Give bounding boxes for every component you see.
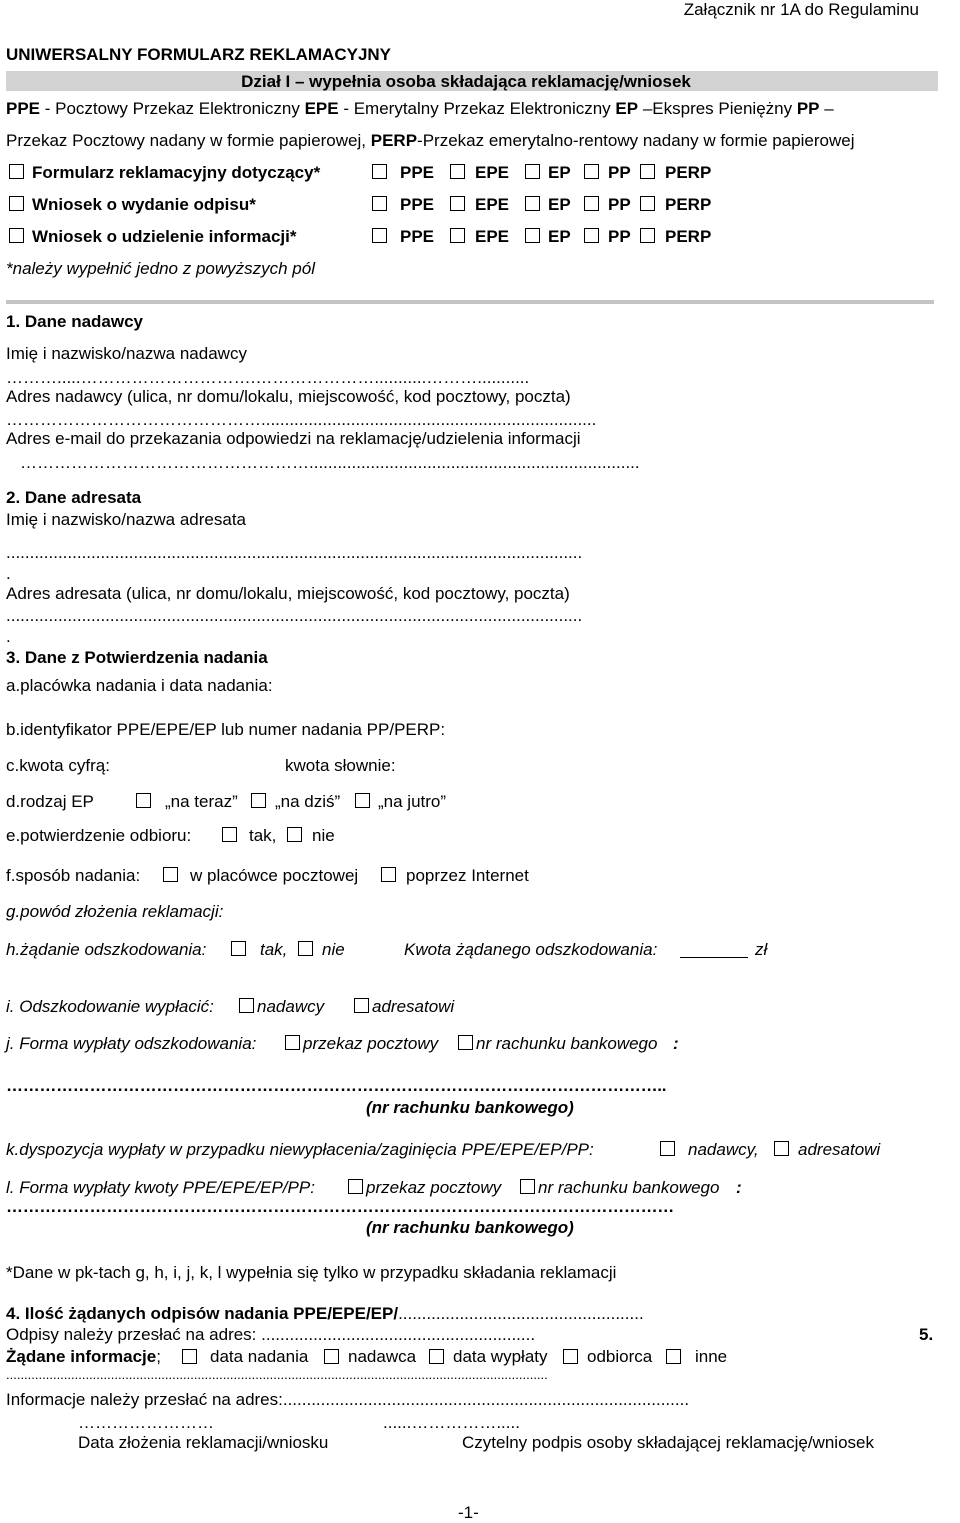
- option-info-payout-date: data wypłaty: [453, 1347, 548, 1366]
- checkbox-product[interactable]: [584, 228, 599, 243]
- checkbox-request-type[interactable]: [9, 164, 24, 179]
- checkbox-receipt-yes[interactable]: [222, 827, 237, 842]
- product-option-label: EPE: [475, 163, 510, 182]
- form-title: UNIWERSALNY FORMULARZ REKLAMACYJNY: [6, 45, 392, 64]
- amount-payout-form-label: l. Forma wypłaty kwoty PPE/EPE/EP/PP:: [6, 1178, 315, 1197]
- checkbox-product[interactable]: [525, 164, 540, 179]
- line2-run: PERP: [370, 131, 418, 150]
- info-other-field[interactable]: ......................................................................................................................................................: [6, 1367, 548, 1382]
- annex-label: Załącznik nr 1A do Regulaminu: [683, 0, 919, 19]
- date-field[interactable]: ……………………: [78, 1413, 214, 1432]
- checkbox-in-office[interactable]: [163, 867, 178, 882]
- info-heading: Żądane informacje: [6, 1347, 157, 1366]
- checkbox-l-postal-order[interactable]: [348, 1179, 363, 1194]
- signature-field[interactable]: ......…………….....: [383, 1413, 520, 1432]
- payout-to-label: i. Odszkodowanie wypłacić:: [6, 997, 214, 1016]
- product-option-label: EP: [548, 195, 571, 214]
- option-na-teraz: „na teraz”: [165, 792, 238, 811]
- option-info-sender: nadawca: [348, 1347, 417, 1366]
- checkbox-disposition-sender[interactable]: [660, 1141, 675, 1156]
- currency-unit: zł: [755, 940, 768, 959]
- l-bank-account-field[interactable]: …………………………………………………………………………………………………………: [6, 1197, 675, 1216]
- checkbox-info-other[interactable]: [666, 1349, 681, 1364]
- option-payout-sender: nadawcy: [257, 997, 325, 1016]
- option-internet: poprzez Internet: [406, 866, 529, 885]
- checkbox-product[interactable]: [372, 228, 387, 243]
- checkbox-product[interactable]: [372, 164, 387, 179]
- checkbox-l-bank-account[interactable]: [520, 1179, 535, 1194]
- checkbox-internet[interactable]: [381, 867, 396, 882]
- section-5-number: 5.: [919, 1325, 934, 1344]
- complaint-reason-label: g.powód złożenia reklamacji:: [6, 902, 224, 921]
- option-na-jutro: „na jutro”: [378, 792, 447, 811]
- amount-words-label: kwota słownie:: [285, 756, 396, 775]
- product-option-label: PERP: [665, 227, 712, 246]
- product-option-label: EPE: [475, 227, 510, 246]
- sender-heading: 1. Dane nadawcy: [6, 312, 144, 331]
- request-type-label: Formularz reklamacyjny dotyczący*: [32, 163, 321, 182]
- l-bank-account-caption: (nr rachunku bankowego): [366, 1218, 574, 1237]
- checkbox-na-teraz[interactable]: [136, 793, 151, 808]
- line1-run: –: [819, 99, 834, 118]
- option-na-dzis: „na dziś”: [275, 792, 341, 811]
- product-option-label: PERP: [665, 195, 712, 214]
- legend-line-1: [6, 99, 834, 119]
- copies-count-field[interactable]: ....................................................: [398, 1304, 644, 1323]
- legend-line-2: [6, 131, 855, 151]
- l-bank-account-colon: :: [736, 1178, 742, 1197]
- compensation-demand-label: h.żądanie odszkodowania:: [6, 940, 207, 959]
- checkbox-product[interactable]: [372, 196, 387, 211]
- sender-name-field[interactable]: ……….....………………………….…………………...........………...........: [6, 368, 530, 387]
- receipt-confirmation-label: e.potwierdzenie odbioru:: [6, 826, 192, 845]
- recipient-address-label: Adres adresata (ulica, nr domu/lokalu, miejscowość, kod pocztowy, poczta): [6, 584, 570, 603]
- request-type-label: Wniosek o udzielenie informacji*: [32, 227, 297, 246]
- option-disposition-sender: nadawcy,: [688, 1140, 759, 1159]
- request-type-label: Wniosek o wydanie odpisu*: [32, 195, 256, 214]
- footnote: *Dane w pk-tach g, h, i, j, k, l wypełnia się tylko w przypadku składania reklamacji: [6, 1263, 617, 1282]
- sender-email-label: Adres e-mail do przekazania odpowiedzi na reklamację/udzielenia informacji: [6, 429, 581, 448]
- line2-run: -Przekaz emerytalno-rentowy nadany w formie papierowej: [417, 131, 855, 150]
- sender-address-field[interactable]: ……………………………………….......................................................................: [6, 410, 597, 429]
- sending-method-label: f.sposób nadania:: [6, 866, 141, 885]
- line1-run: - Pocztowy Przekaz Elektroniczny: [40, 99, 305, 118]
- copies-address-label: Odpisy należy przesłać na adres:: [6, 1325, 257, 1344]
- line1-run: PPE: [6, 99, 41, 118]
- product-option-label: EP: [548, 163, 571, 182]
- option-l-postal-order: przekaz pocztowy: [366, 1178, 502, 1197]
- checkbox-product[interactable]: [640, 196, 655, 211]
- signature-label: Czytelny podpis osoby składającej reklamację/wniosek: [462, 1433, 874, 1452]
- recipient-name-label: Imię i nazwisko/nazwa adresata: [6, 510, 247, 529]
- copies-row: [6, 1304, 644, 1324]
- line1-run: - Emerytalny Przekaz Elektroniczny: [338, 99, 616, 118]
- checkbox-product[interactable]: [640, 164, 655, 179]
- sender-address-label: Adres nadawcy (ulica, nr domu/lokalu, miejscowość, kod pocztowy, poczta): [6, 387, 571, 406]
- checkbox-info-payout-date[interactable]: [429, 1349, 444, 1364]
- checkbox-info-receiver[interactable]: [563, 1349, 578, 1364]
- checkbox-request-type[interactable]: [9, 228, 24, 243]
- posting-office-label: a.placówka nadania i data nadania:: [6, 676, 273, 695]
- checkbox-compensation-yes[interactable]: [231, 941, 246, 956]
- line1-run: EP: [615, 99, 639, 118]
- info-row: [6, 1347, 161, 1367]
- bank-account-field[interactable]: ………………………………………………………………………………………………………..: [6, 1076, 667, 1095]
- product-option-label: EP: [548, 227, 571, 246]
- option-receipt-no: nie: [312, 826, 335, 845]
- product-option-label: PP: [608, 195, 631, 214]
- recipient-name-field[interactable]: ..........................................................................................................................: [6, 543, 583, 562]
- option-l-bank-account: nr rachunku bankowego: [538, 1178, 720, 1197]
- checkbox-request-type[interactable]: [9, 196, 24, 211]
- line1-run: –Ekspres Pieniężny: [638, 99, 797, 118]
- ep-type-label: d.rodzaj EP: [6, 792, 94, 811]
- checkbox-compensation-no[interactable]: [298, 941, 313, 956]
- copies-address-field[interactable]: ..........................................................: [256, 1325, 536, 1344]
- product-option-label: EPE: [475, 195, 510, 214]
- request-note: *należy wypełnić jedno z powyższych pól: [6, 259, 315, 278]
- line1-run: EPE: [304, 99, 339, 118]
- checkbox-product[interactable]: [525, 228, 540, 243]
- option-receipt-yes: tak,: [249, 826, 277, 845]
- info-address-row: [6, 1390, 689, 1410]
- option-info-date-sent: data nadania: [210, 1347, 309, 1366]
- recipient-address-field[interactable]: ..........................................................................................................................: [6, 606, 583, 625]
- payout-disposition-label: k.dyspozycja wypłaty w przypadku niewypłacenia/zaginięcia PPE/EPE/EP/PP:: [6, 1140, 594, 1159]
- checkbox-postal-order[interactable]: [285, 1035, 300, 1050]
- checkbox-payout-sender[interactable]: [239, 998, 254, 1013]
- line1-run: PP: [796, 99, 820, 118]
- compensation-amount-label: Kwota żądanego odszkodowania:: [404, 940, 658, 959]
- info-address-label: Informacje należy przesłać na adres:: [6, 1390, 283, 1409]
- checkbox-na-dzis[interactable]: [251, 793, 266, 808]
- page-number: -1-: [458, 1503, 479, 1522]
- amount-digits-label: c.kwota cyfrą:: [6, 756, 110, 775]
- section-header: Dział I – wypełnia osoba składająca reklamację/wniosek: [241, 72, 691, 91]
- product-option-label: PERP: [665, 163, 712, 182]
- identifier-label: b.identyfikator PPE/EPE/EP lub numer nadania PP/PERP:: [6, 720, 446, 739]
- payout-form-label: j. Forma wypłaty odszkodowania:: [6, 1034, 257, 1053]
- option-disposition-recipient: adresatowi: [798, 1140, 881, 1159]
- bank-account-caption: (nr rachunku bankowego): [366, 1098, 574, 1117]
- checkbox-product[interactable]: [584, 164, 599, 179]
- checkbox-product[interactable]: [640, 228, 655, 243]
- option-payout-recipient: adresatowi: [372, 997, 455, 1016]
- product-option-label: PP: [608, 163, 631, 182]
- checkbox-info-date-sent[interactable]: [182, 1349, 197, 1364]
- sender-name-label: Imię i nazwisko/nazwa nadawcy: [6, 344, 247, 363]
- copies-heading: 4. Ilość żądanych odpisów nadania PPE/EPE/EP/: [6, 1304, 399, 1323]
- product-option-label: PPE: [400, 195, 435, 214]
- product-option-label: PPE: [400, 163, 435, 182]
- checkbox-disposition-recipient[interactable]: [774, 1141, 789, 1156]
- checkbox-product[interactable]: [450, 196, 465, 211]
- checkbox-info-sender[interactable]: [324, 1349, 339, 1364]
- copies-address-row: [6, 1325, 535, 1345]
- info-semicolon: ;: [156, 1347, 161, 1366]
- checkbox-receipt-no[interactable]: [287, 827, 302, 842]
- confirmation-heading: 3. Dane z Potwierdzenia nadania: [6, 648, 268, 667]
- checkbox-product[interactable]: [525, 196, 540, 211]
- option-compensation-yes: tak,: [260, 940, 288, 959]
- checkbox-na-jutro[interactable]: [355, 793, 370, 808]
- info-address-field[interactable]: ......................................................................................: [282, 1390, 690, 1409]
- option-postal-order: przekaz pocztowy: [303, 1034, 439, 1053]
- sender-email-field[interactable]: ……………………………………………......................................................................: [20, 453, 640, 472]
- recipient-address-field-end: .: [6, 627, 11, 646]
- option-in-office: w placówce pocztowej: [190, 866, 359, 885]
- option-info-receiver: odbiorca: [587, 1347, 653, 1366]
- recipient-heading: 2. Dane adresata: [6, 488, 142, 507]
- product-option-label: PP: [608, 227, 631, 246]
- option-info-other: inne: [695, 1347, 728, 1366]
- date-label: Data złożenia reklamacji/wniosku: [78, 1433, 329, 1452]
- checkbox-payout-recipient[interactable]: [354, 998, 369, 1013]
- checkbox-bank-account[interactable]: [458, 1035, 473, 1050]
- checkbox-product[interactable]: [450, 164, 465, 179]
- checkbox-product[interactable]: [450, 228, 465, 243]
- checkbox-product[interactable]: [584, 196, 599, 211]
- divider: [6, 300, 934, 304]
- bank-account-colon: :: [673, 1034, 679, 1053]
- product-option-label: PPE: [400, 227, 435, 246]
- compensation-amount-field[interactable]: [680, 942, 748, 958]
- option-bank-account: nr rachunku bankowego: [476, 1034, 658, 1053]
- option-compensation-no: nie: [322, 940, 345, 959]
- line2-run: Przekaz Pocztowy nadany w formie papierowej,: [6, 131, 371, 150]
- recipient-name-field-end: .: [6, 564, 11, 583]
